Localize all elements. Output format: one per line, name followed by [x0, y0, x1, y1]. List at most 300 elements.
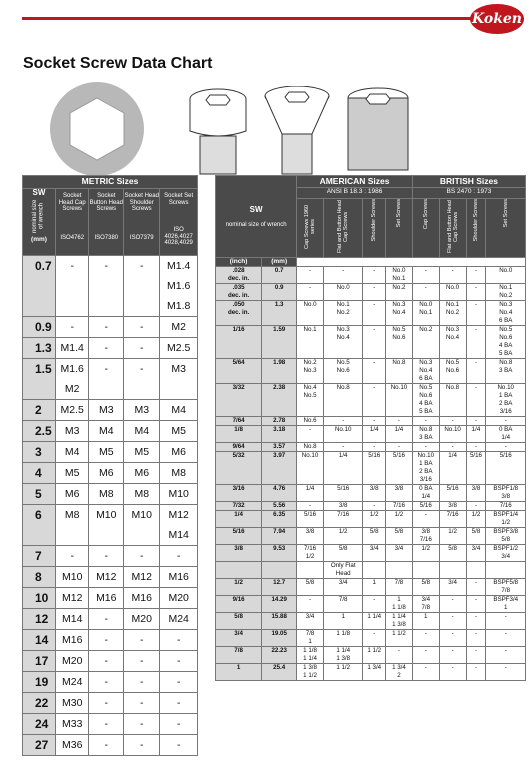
imperial-col-5: Flat and Button Head Cap Screws [439, 199, 466, 258]
metric-cell: - [124, 714, 160, 735]
imperial-cell: 7/8 [323, 596, 362, 613]
table-row [216, 485, 526, 502]
imperial-cell: - [466, 443, 486, 452]
metric-header: METRIC Sizes [23, 176, 198, 189]
metric-cell: - [89, 735, 124, 756]
imperial-cell: - [363, 301, 386, 326]
imperial-cell: - [466, 417, 486, 426]
brand-logo: Koken [470, 4, 524, 34]
imperial-cell: 5/16 [466, 452, 486, 485]
metric-cell: - [160, 672, 198, 693]
imperial-cell: - [486, 647, 526, 664]
imperial-mm-cell: 6.35 [262, 511, 297, 528]
imperial-cell: 5/8 [439, 545, 466, 562]
metric-sw-cell: 3 [23, 442, 56, 463]
imperial-cell: No.0 No.1 [412, 301, 439, 326]
imperial-inch-cell: 1 [216, 664, 262, 681]
imperial-cell: - [466, 502, 486, 511]
imperial-cell: No.10 1 BA 2 BA 3/16 [412, 452, 439, 485]
metric-sw-cell: 4 [23, 463, 56, 484]
imperial-cell: 5/16 [363, 452, 386, 485]
imperial-cell: 7/16 [486, 502, 526, 511]
imperial-cell: BSPF1/8 3/8 [486, 485, 526, 502]
metric-sw-cell: 1.5 [23, 359, 56, 400]
imperial-cell: No.0 [297, 301, 324, 326]
imperial-cell: - [466, 647, 486, 664]
metric-cell: M4 [89, 421, 124, 442]
imperial-cell: 3/4 7/8 [412, 596, 439, 613]
british-standard: BS 2470 : 1973 [412, 188, 525, 199]
table-row [216, 664, 526, 681]
imperial-cell [439, 562, 466, 579]
imperial-cell: 7/16 1/2 [297, 545, 324, 562]
imperial-cell: No.4 No.5 [297, 384, 324, 417]
metric-cell: - [124, 338, 160, 359]
metric-cell: M10 [56, 567, 89, 588]
imperial-cell: 1/4 [297, 485, 324, 502]
metric-col-1: Socket Button Head Screws ISO7380 [89, 189, 124, 256]
table-row [216, 545, 526, 562]
metric-cell: - [124, 693, 160, 714]
imperial-cell [297, 562, 324, 579]
imperial-cell: - [363, 596, 386, 613]
imperial-mm-cell [262, 562, 297, 579]
imperial-cell: - [363, 384, 386, 417]
imperial-cell: No.8 3 BA [412, 426, 439, 443]
metric-cell: - [160, 714, 198, 735]
imperial-inch-cell: 9/64 [216, 443, 262, 452]
imperial-cell [363, 562, 386, 579]
imperial-cell: No.2 [386, 284, 413, 301]
imperial-cell: 5/16 [412, 502, 439, 511]
table-row [216, 384, 526, 417]
imperial-cell: No.0 [439, 284, 466, 301]
imperial-cell: 1/4 [466, 426, 486, 443]
imperial-mm-cell: 3.57 [262, 443, 297, 452]
imperial-cell: 1/4 [363, 426, 386, 443]
imperial-cell: No.3 No.4 6 BA [412, 359, 439, 384]
imperial-cell: 1/2 [386, 511, 413, 528]
imperial-cell: 1 3/4 2 [386, 664, 413, 681]
metric-cell: M8 [124, 484, 160, 505]
metric-sw-cell: 8 [23, 567, 56, 588]
metric-cell: M12 [56, 588, 89, 609]
imperial-cell: 7/16 [386, 502, 413, 511]
imperial-cell: 1/4 [323, 452, 362, 485]
metric-sw-cell: 2.5 [23, 421, 56, 442]
metric-cell: M6 [160, 442, 198, 463]
imperial-cell: - [363, 417, 386, 426]
metric-cell: M20 [56, 651, 89, 672]
metric-cell: M16 [89, 588, 124, 609]
metric-cell: M4 [124, 421, 160, 442]
imperial-inch-cell: 5/16 [216, 528, 262, 545]
imperial-cell: BSPF1/2 3/4 [486, 545, 526, 562]
imperial-cell: 3/8 [323, 502, 362, 511]
imperial-cell: 1 1/8 [323, 630, 362, 647]
table-row [216, 284, 526, 301]
metric-cell: M3 [89, 400, 124, 421]
imperial-inch-cell: .035 dec. in. [216, 284, 262, 301]
metric-cell: M14 [56, 609, 89, 630]
imperial-cell: No.0 No.1 [386, 267, 413, 284]
table-row [23, 588, 198, 609]
imperial-cell: No.3 No.4 [439, 326, 466, 359]
imperial-cell: 1/2 [323, 528, 362, 545]
imperial-sw-header: SW nominal size of wrench [216, 176, 297, 258]
imperial-cell: 3/4 [297, 613, 324, 630]
imperial-cell: 3/4 [363, 545, 386, 562]
imperial-mm-cell: 22.23 [262, 647, 297, 664]
metric-cell: M10 [160, 484, 198, 505]
metric-cell: M20 [124, 609, 160, 630]
imperial-cell: No.1 No.2 [323, 301, 362, 326]
imperial-inch-cell: 1/2 [216, 579, 262, 596]
metric-cell: M2.5 [160, 338, 198, 359]
imperial-cell: 5/16 [323, 485, 362, 502]
metric-sw-cell: 27 [23, 735, 56, 756]
imperial-inch-cell: 1/16 [216, 326, 262, 359]
imperial-cell: 1/2 [466, 511, 486, 528]
table-row [23, 735, 198, 756]
imperial-cell: - [439, 596, 466, 613]
imperial-cell: 0 BA 1/4 [412, 485, 439, 502]
metric-cell: - [124, 317, 160, 338]
metric-cell: M16 [56, 630, 89, 651]
table-row [23, 546, 198, 567]
imperial-cell [386, 562, 413, 579]
imperial-cell: 0 BA 1/4 [486, 426, 526, 443]
imperial-mm-cell: 19.05 [262, 630, 297, 647]
table-row [23, 359, 198, 400]
imperial-cell: No.5 No.6 [439, 359, 466, 384]
imperial-cell: No.0 [323, 284, 362, 301]
imperial-cell: 3/8 [386, 485, 413, 502]
metric-cell: M12 M14 [160, 505, 198, 546]
imperial-cell: No.10 1 BA 2 BA 3/16 [486, 384, 526, 417]
imperial-cell: Only Flat Head [323, 562, 362, 579]
table-row [23, 693, 198, 714]
imperial-cell: - [466, 301, 486, 326]
metric-sw-cell: 6 [23, 505, 56, 546]
imperial-cell: BSPF3/4 1 [486, 596, 526, 613]
imperial-cell: BSPF3/8 5/8 [486, 528, 526, 545]
imperial-cell: - [363, 359, 386, 384]
metric-cell: M4 [56, 442, 89, 463]
imperial-cell: - [486, 630, 526, 647]
metric-cell: M3 [124, 400, 160, 421]
imperial-cell: BSPF5/8 7/8 [486, 579, 526, 596]
imperial-cell: 3/8 [466, 485, 486, 502]
metric-cell: M6 [56, 484, 89, 505]
metric-cell: M16 [160, 567, 198, 588]
table-row [216, 647, 526, 664]
metric-cell: M33 [56, 714, 89, 735]
imperial-cell: No.2 [412, 326, 439, 359]
imperial-mm-cell: 9.53 [262, 545, 297, 562]
imperial-cell: - [386, 417, 413, 426]
imperial-cell: 5/8 [323, 545, 362, 562]
metric-col-3: Socket Set Screws ISO 4026,4027 4028,4029 [160, 189, 198, 256]
imperial-cell: - [439, 664, 466, 681]
table-row [216, 562, 526, 579]
imperial-cell [466, 562, 486, 579]
metric-sw-cell: 14 [23, 630, 56, 651]
imperial-cell: 1 1/2 [323, 664, 362, 681]
metric-cell: - [160, 630, 198, 651]
metric-cell: - [124, 256, 160, 317]
imperial-col-3: Set Screws [386, 199, 413, 258]
imperial-cell: 3/8 [297, 528, 324, 545]
imperial-cell: - [323, 417, 362, 426]
table-row [23, 463, 198, 484]
imperial-cell: - [412, 267, 439, 284]
imperial-cell: - [439, 613, 466, 630]
imperial-cell: 3/4 [386, 545, 413, 562]
imperial-cell: No.8 3 BA [486, 359, 526, 384]
imperial-inch-cell: 7/64 [216, 417, 262, 426]
metric-cell: M5 [89, 442, 124, 463]
imperial-cell: No.0 [486, 267, 526, 284]
imperial-cell: - [439, 630, 466, 647]
imperial-col-2: Shoulder Screws [363, 199, 386, 258]
metric-cell: - [124, 546, 160, 567]
imperial-cell: No.10 [323, 426, 362, 443]
imperial-mm-cell: 1.3 [262, 301, 297, 326]
imperial-cell: 1 1/4 [363, 613, 386, 630]
imperial-mm-cell: 15.88 [262, 613, 297, 630]
imperial-cell: 3/4 [466, 545, 486, 562]
imperial-cell: 1/2 [412, 545, 439, 562]
imperial-cell: 7/16 [323, 511, 362, 528]
table-row [23, 714, 198, 735]
imperial-cell: No.3 No.4 [323, 326, 362, 359]
table-row [216, 502, 526, 511]
imperial-cell: - [466, 284, 486, 301]
imperial-cell: 7/8 1 [297, 630, 324, 647]
imperial-mm-cell: 0.7 [262, 267, 297, 284]
imperial-cell: 7/8 [386, 579, 413, 596]
imperial-cell: 5/8 [297, 579, 324, 596]
screw-illustrations [0, 86, 530, 181]
imperial-unit-mm: (mm) [262, 258, 297, 267]
imperial-inch-cell: 3/4 [216, 630, 262, 647]
imperial-cell: 3/4 [439, 579, 466, 596]
imperial-cell: - [412, 417, 439, 426]
imperial-cell: - [412, 511, 439, 528]
metric-cell: M4 [160, 400, 198, 421]
imperial-cell: No.8 [297, 443, 324, 452]
metric-sw-cell: 17 [23, 651, 56, 672]
british-header: BRITISH Sizes [412, 176, 525, 188]
table-row [216, 417, 526, 426]
imperial-cell: - [439, 417, 466, 426]
metric-sw-cell: 5 [23, 484, 56, 505]
table-row [216, 267, 526, 284]
metric-cell: - [124, 651, 160, 672]
imperial-cell: No.5 No.6 4 BA 5 BA [412, 384, 439, 417]
table-row [23, 317, 198, 338]
imperial-cell: - [466, 613, 486, 630]
imperial-col-6: Shoulder Screws [466, 199, 486, 258]
metric-cell: - [124, 735, 160, 756]
metric-cell: - [89, 359, 124, 400]
metric-cell: M5 [124, 442, 160, 463]
table-row [216, 596, 526, 613]
metric-cell: M12 [89, 567, 124, 588]
imperial-cell: - [323, 267, 362, 284]
metric-cell: - [89, 651, 124, 672]
imperial-cell: - [412, 284, 439, 301]
table-row [23, 484, 198, 505]
imperial-col-4: Cap Screws [412, 199, 439, 258]
table-row [216, 301, 526, 326]
imperial-mm-cell: 1.98 [262, 359, 297, 384]
metric-cell: M10 [124, 505, 160, 546]
imperial-cell: No.5 No.6 [323, 359, 362, 384]
imperial-col-1: Flat and Button Head Cap Screws [323, 199, 362, 258]
imperial-cell: - [466, 384, 486, 417]
imperial-col-7: Set Screws [486, 199, 526, 258]
metric-sw-cell: 1.3 [23, 338, 56, 359]
metric-cell: M6 [124, 463, 160, 484]
table-row [23, 567, 198, 588]
table-row [216, 359, 526, 384]
imperial-cell: - [466, 596, 486, 613]
table-row [216, 579, 526, 596]
metric-cell: M12 [124, 567, 160, 588]
imperial-inch-cell: .028 dec. in. [216, 267, 262, 284]
page-title: Socket Screw Data Chart [23, 55, 213, 72]
table-row [216, 511, 526, 528]
imperial-mm-cell: 2.38 [262, 384, 297, 417]
metric-cell: - [160, 735, 198, 756]
imperial-cell [412, 562, 439, 579]
table-row [216, 613, 526, 630]
imperial-cell: 5/16 [386, 452, 413, 485]
imperial-cell: - [363, 630, 386, 647]
metric-cell: M16 [124, 588, 160, 609]
metric-cell: M3 [56, 421, 89, 442]
metric-col-2: Socket Head Shoulder Screws ISO7379 [124, 189, 160, 256]
metric-cell: - [160, 651, 198, 672]
imperial-cell: 5/8 [412, 579, 439, 596]
imperial-mm-cell: 12.7 [262, 579, 297, 596]
imperial-cell: - [439, 647, 466, 664]
imperial-cell: - [412, 630, 439, 647]
imperial-inch-cell: 7/32 [216, 502, 262, 511]
cap-screw-icon [190, 89, 246, 174]
metric-cell: M1.4 M1.6 M1.8 [160, 256, 198, 317]
imperial-cell: - [486, 664, 526, 681]
imperial-cell: 1 [412, 613, 439, 630]
imperial-cell: 5/8 [386, 528, 413, 545]
imperial-cell: 1 3/8 1 1/2 [297, 664, 324, 681]
table-row [216, 443, 526, 452]
imperial-cell: 1 [323, 613, 362, 630]
imperial-cell: - [386, 443, 413, 452]
imperial-cell: 7/16 [439, 511, 466, 528]
imperial-cell: 1 [363, 579, 386, 596]
imperial-cell: - [466, 664, 486, 681]
table-row [23, 256, 198, 317]
table-row [216, 452, 526, 485]
metric-cell: - [56, 546, 89, 567]
metric-cell: - [124, 630, 160, 651]
imperial-cell: - [466, 630, 486, 647]
metric-cell: M20 [160, 588, 198, 609]
imperial-inch-cell: 9/16 [216, 596, 262, 613]
imperial-cell: 3/8 [363, 485, 386, 502]
imperial-inch-cell: 5/64 [216, 359, 262, 384]
table-row [23, 609, 198, 630]
imperial-cell: 1/2 [439, 528, 466, 545]
imperial-cell: 5/8 [466, 528, 486, 545]
imperial-mm-cell: 3.97 [262, 452, 297, 485]
imperial-cell: 1 1/8 1 1/4 [297, 647, 324, 664]
imperial-inch-cell: 3/8 [216, 545, 262, 562]
metric-sw-header: SW nominal size of wrench (mm) [23, 189, 56, 256]
metric-sw-cell: 19 [23, 672, 56, 693]
imperial-cell: No.10 [439, 426, 466, 443]
metric-cell: M24 [160, 609, 198, 630]
imperial-inch-cell: 3/32 [216, 384, 262, 417]
metric-cell: - [89, 693, 124, 714]
imperial-mm-cell: 5.56 [262, 502, 297, 511]
imperial-cell: 1 1/2 [386, 630, 413, 647]
metric-cell: M24 [56, 672, 89, 693]
metric-cell: M2 [160, 317, 198, 338]
metric-sw-cell: 0.9 [23, 317, 56, 338]
imperial-cell: 1 1/4 1 3/8 [386, 613, 413, 630]
imperial-cell: 3/8 7/16 [412, 528, 439, 545]
table-row [23, 400, 198, 421]
imperial-cell: No.10 [297, 452, 324, 485]
metric-cell: M2.5 [56, 400, 89, 421]
set-screw-icon [348, 88, 408, 170]
imperial-cell: No.8 [386, 359, 413, 384]
metric-cell: M5 [56, 463, 89, 484]
imperial-table [215, 175, 526, 681]
metric-cell: - [124, 359, 160, 400]
metric-cell: M5 [160, 421, 198, 442]
table-row [23, 505, 198, 546]
table-row [23, 672, 198, 693]
imperial-mm-cell: 7.94 [262, 528, 297, 545]
american-header: AMERICAN Sizes [297, 176, 413, 188]
metric-sw-cell: 12 [23, 609, 56, 630]
imperial-cell: No.1 [297, 326, 324, 359]
imperial-mm-cell: 1.59 [262, 326, 297, 359]
metric-table [22, 175, 198, 756]
imperial-unit-inch: (inch) [216, 258, 262, 267]
table-row [216, 426, 526, 443]
imperial-inch-cell: 5/32 [216, 452, 262, 485]
imperial-cell: - [363, 267, 386, 284]
imperial-inch-cell: 7/8 [216, 647, 262, 664]
imperial-cell: 1 1/4 1 3/8 [323, 647, 362, 664]
imperial-cell: 3/4 [323, 579, 362, 596]
metric-sw-cell: 0.7 [23, 256, 56, 317]
imperial-cell: - [323, 443, 362, 452]
table-row [216, 528, 526, 545]
imperial-cell: - [363, 502, 386, 511]
imperial-inch-cell: 1/4 [216, 511, 262, 528]
metric-cell: M8 [56, 505, 89, 546]
metric-cell: M6 [89, 463, 124, 484]
imperial-cell: - [412, 443, 439, 452]
imperial-inch-cell: 1/8 [216, 426, 262, 443]
